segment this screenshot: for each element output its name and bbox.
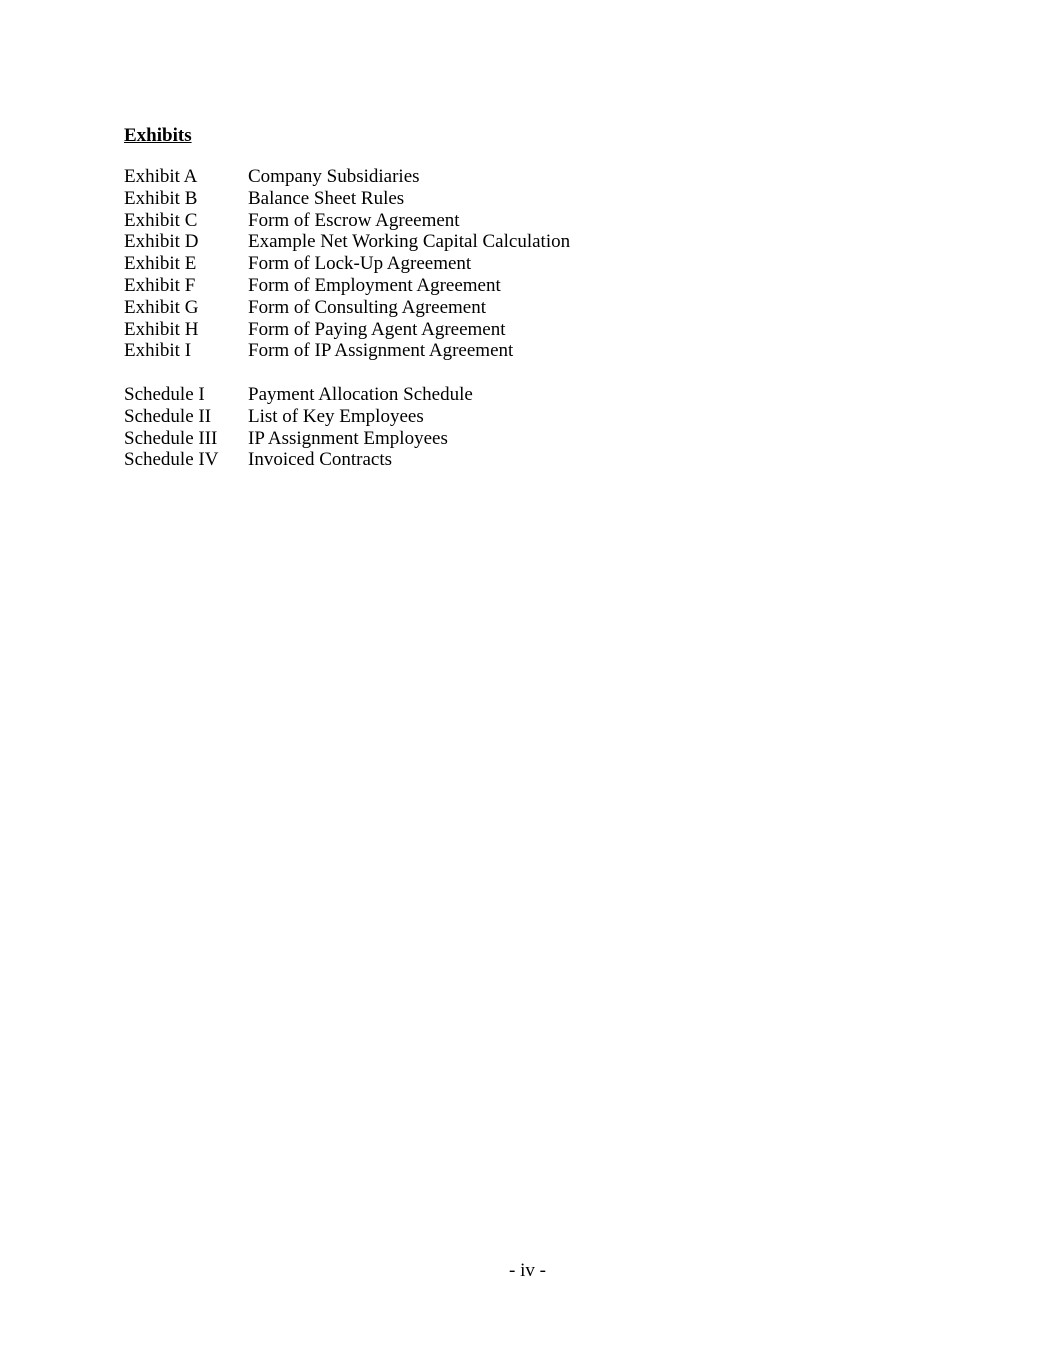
exhibit-code: Exhibit H [124,318,199,340]
list-item [124,428,473,450]
schedule-code: Schedule IV [124,449,219,471]
exhibit-code: Exhibit A [124,166,198,187]
exhibit-code: Exhibit I [124,340,192,362]
exhibits-heading: Exhibits [124,125,192,146]
exhibit-title: Form of Consulting Agreement [248,296,487,318]
exhibit-title: Balance Sheet Rules [248,187,405,209]
list-item [124,384,473,406]
exhibit-code: Exhibit F [124,274,196,296]
exhibit-code: Exhibit B [124,187,198,209]
exhibit-title: Form of IP Assignment Agreement [248,340,514,362]
list-item [124,253,570,275]
exhibit-title: Form of Paying Agent Agreement [248,318,506,340]
list-item [124,231,570,253]
exhibit-title: Company Subsidiaries [248,166,420,187]
schedule-code: Schedule I [124,384,205,405]
schedule-title: Invoiced Contracts [248,449,393,471]
exhibit-title: Form of Escrow Agreement [248,209,460,231]
exhibit-title: Form of Lock-Up Agreement [248,253,472,275]
schedule-code: Schedule II [124,405,212,427]
schedules-list [124,384,473,471]
exhibit-code: Exhibit E [124,253,197,275]
list-item [124,166,570,188]
list-item [124,340,570,362]
list-item [124,297,570,319]
schedule-title: Payment Allocation Schedule [248,384,473,405]
schedule-code: Schedule III [124,427,218,449]
schedule-title: List of Key Employees [248,405,424,427]
exhibit-code: Exhibit C [124,209,198,231]
exhibit-title: Example Net Working Capital Calculation [248,231,571,253]
list-item [124,188,570,210]
list-item [124,449,473,471]
page-number: - iv - [509,1260,546,1281]
exhibit-title: Form of Employment Agreement [248,274,501,296]
schedule-title: IP Assignment Employees [248,427,448,449]
exhibit-code: Exhibit D [124,231,199,253]
exhibit-code: Exhibit G [124,296,199,318]
list-item [124,406,473,428]
list-item [124,210,570,232]
list-item [124,275,570,297]
list-item [124,319,570,341]
exhibits-list [124,166,570,362]
